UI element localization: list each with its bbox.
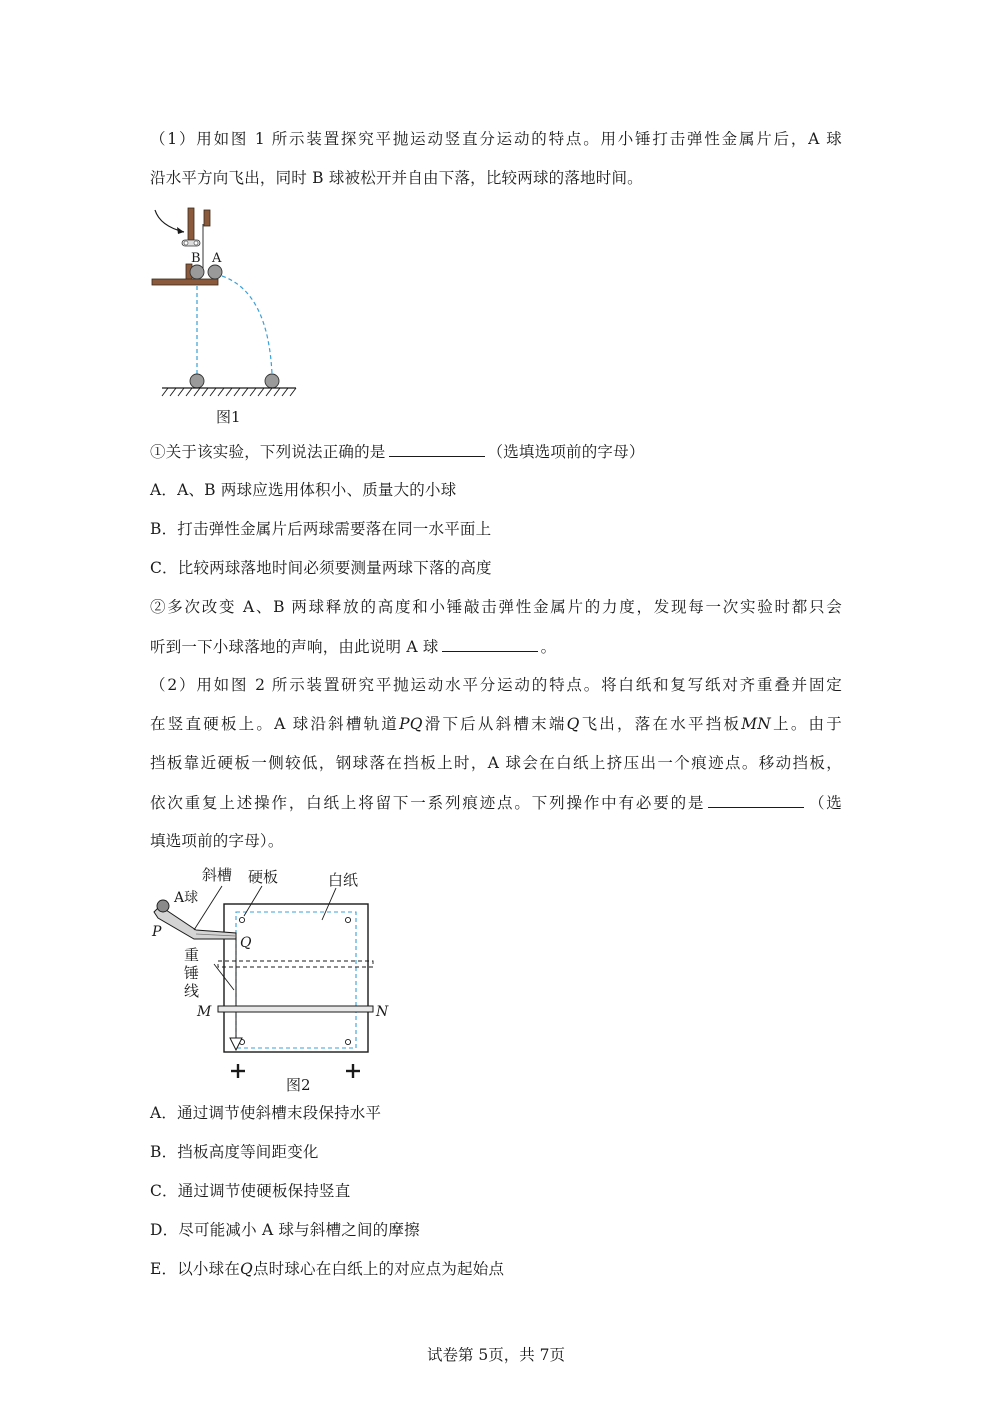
ball-a bbox=[208, 265, 222, 279]
q2-option-b: B．挡板高度等间距变化 bbox=[150, 1143, 319, 1161]
q2-line2-a: 在竖直硬板上。A 球沿斜槽轨道 bbox=[150, 715, 400, 733]
q2-line2-b: 滑下后从斜槽末端 bbox=[422, 715, 567, 733]
q2-option-e-pre: E．以小球在 bbox=[150, 1260, 241, 1278]
trajectory-a bbox=[222, 276, 272, 374]
answer-blank-2[interactable] bbox=[442, 635, 538, 652]
page-footer: 试卷第 5页，共 7页 bbox=[426, 1346, 566, 1364]
q1-sub1 bbox=[150, 440, 645, 463]
fig1-caption: 图1 bbox=[216, 408, 241, 426]
ground-hatch bbox=[162, 388, 296, 396]
ball-b bbox=[190, 265, 204, 279]
fig2-label-m: M bbox=[197, 1004, 212, 1020]
fig2-label-paper: 白纸 bbox=[328, 871, 359, 889]
q1-option-a: A．A、B 两球应选用体积小、质量大的小球 bbox=[150, 481, 457, 499]
fig2-label-ball: A球 bbox=[174, 890, 199, 906]
q2-label-mn: MN bbox=[741, 715, 772, 733]
q2-line5: 填选项前的字母）。 bbox=[150, 832, 284, 850]
q2-option-c: C．通过调节使硬板保持竖直 bbox=[150, 1182, 351, 1200]
q1-line2: 沿水平方向飞出，同时 B 球被松开并自由下落，比较两球的落地时间。 bbox=[150, 169, 643, 187]
hard-board bbox=[224, 904, 368, 1052]
q2-option-e-post: 点时球心在白纸上的对应点为起始点 bbox=[252, 1260, 505, 1278]
q1-option-c: C．比较两球落地时间必须要测量两球下落的高度 bbox=[150, 559, 492, 577]
hammer-arrow-icon bbox=[155, 210, 184, 232]
fig2-caption: 图2 bbox=[286, 1076, 311, 1094]
fig2-label-chui: 锤 bbox=[184, 964, 200, 982]
q2-line1: （2）用如图 2 所示装置研究平抛运动水平分运动的特点。将白纸和复写纸对齐重叠并固定 bbox=[150, 676, 842, 694]
ball-a-fig2 bbox=[157, 900, 169, 912]
q2-option-e-q: Q bbox=[240, 1260, 253, 1278]
metal-holder bbox=[204, 210, 210, 226]
figure-1 bbox=[150, 202, 300, 432]
q2-label-pq: PQ bbox=[399, 715, 423, 733]
q2-line4 bbox=[150, 791, 842, 814]
stand-base bbox=[152, 279, 218, 285]
fig2-label-board: 硬板 bbox=[248, 868, 279, 886]
fig2-label-zhong: 重 bbox=[184, 946, 200, 964]
q1-sub2-text: 听到一下小球落地的声响，由此说明 A 球 bbox=[150, 638, 439, 656]
answer-blank-1[interactable] bbox=[389, 440, 485, 457]
q2-line4-text: 依次重复上述操作，白纸上将留下一系列痕迹点。下列操作中有必要的是 bbox=[150, 794, 706, 812]
q1-sub2-line1: ②多次改变 A、B 两球释放的高度和小锤敲击弹性金属片的力度，发现每一次实验时都只会 bbox=[150, 598, 842, 616]
q1-sub1-text: ①关于该实验，下列说法正确的是 bbox=[150, 443, 386, 461]
q1-sub2-end: 。 bbox=[540, 638, 557, 656]
fig2-label-n: N bbox=[376, 1004, 389, 1020]
q2-option-a: A．通过调节使斜槽末段保持水平 bbox=[150, 1104, 382, 1122]
fig1-label-b: B bbox=[191, 251, 201, 266]
q2-line2-d: 上。由于 bbox=[771, 715, 842, 733]
q2-label-q: Q bbox=[566, 715, 580, 733]
figure-2 bbox=[150, 860, 400, 1095]
fig1-label-a: A bbox=[212, 251, 222, 266]
q1-option-b: B．打击弹性金属片后两球需要落在同一水平面上 bbox=[150, 520, 492, 538]
fig2-label-q: Q bbox=[240, 935, 252, 951]
answer-blank-3[interactable] bbox=[708, 791, 804, 808]
ball-a-landed bbox=[265, 374, 279, 388]
q1-line1: （1）用如图 1 所示装置探究平抛运动竖直分运动的特点。用小锤打击弹性金属片后，A 球 bbox=[150, 130, 842, 148]
q2-option-d: D．尽可能减小 A 球与斜槽之间的摩擦 bbox=[150, 1221, 420, 1239]
q2-line2-c: 飞出，落在水平挡板 bbox=[579, 715, 742, 733]
fig2-label-chute: 斜槽 bbox=[202, 866, 233, 884]
hammer-handle bbox=[188, 208, 194, 240]
q1-sub2-line2 bbox=[150, 635, 556, 658]
q1-sub1-hint: （选填选项前的字母） bbox=[487, 443, 645, 461]
q2-option-e bbox=[150, 1258, 504, 1280]
fig2-label-xian: 线 bbox=[184, 982, 200, 1000]
baffle-mn bbox=[218, 1006, 373, 1012]
q2-line3: 挡板靠近硬板一侧较低，钢球落在挡板上时，A 球会在白纸上挤压出一个痕迹点。移动挡板， bbox=[150, 754, 842, 772]
q2-line2 bbox=[150, 713, 842, 735]
fig2-label-p: P bbox=[152, 924, 162, 940]
ball-b-landed bbox=[190, 374, 204, 388]
q2-line4-hint: （选 bbox=[807, 794, 843, 812]
